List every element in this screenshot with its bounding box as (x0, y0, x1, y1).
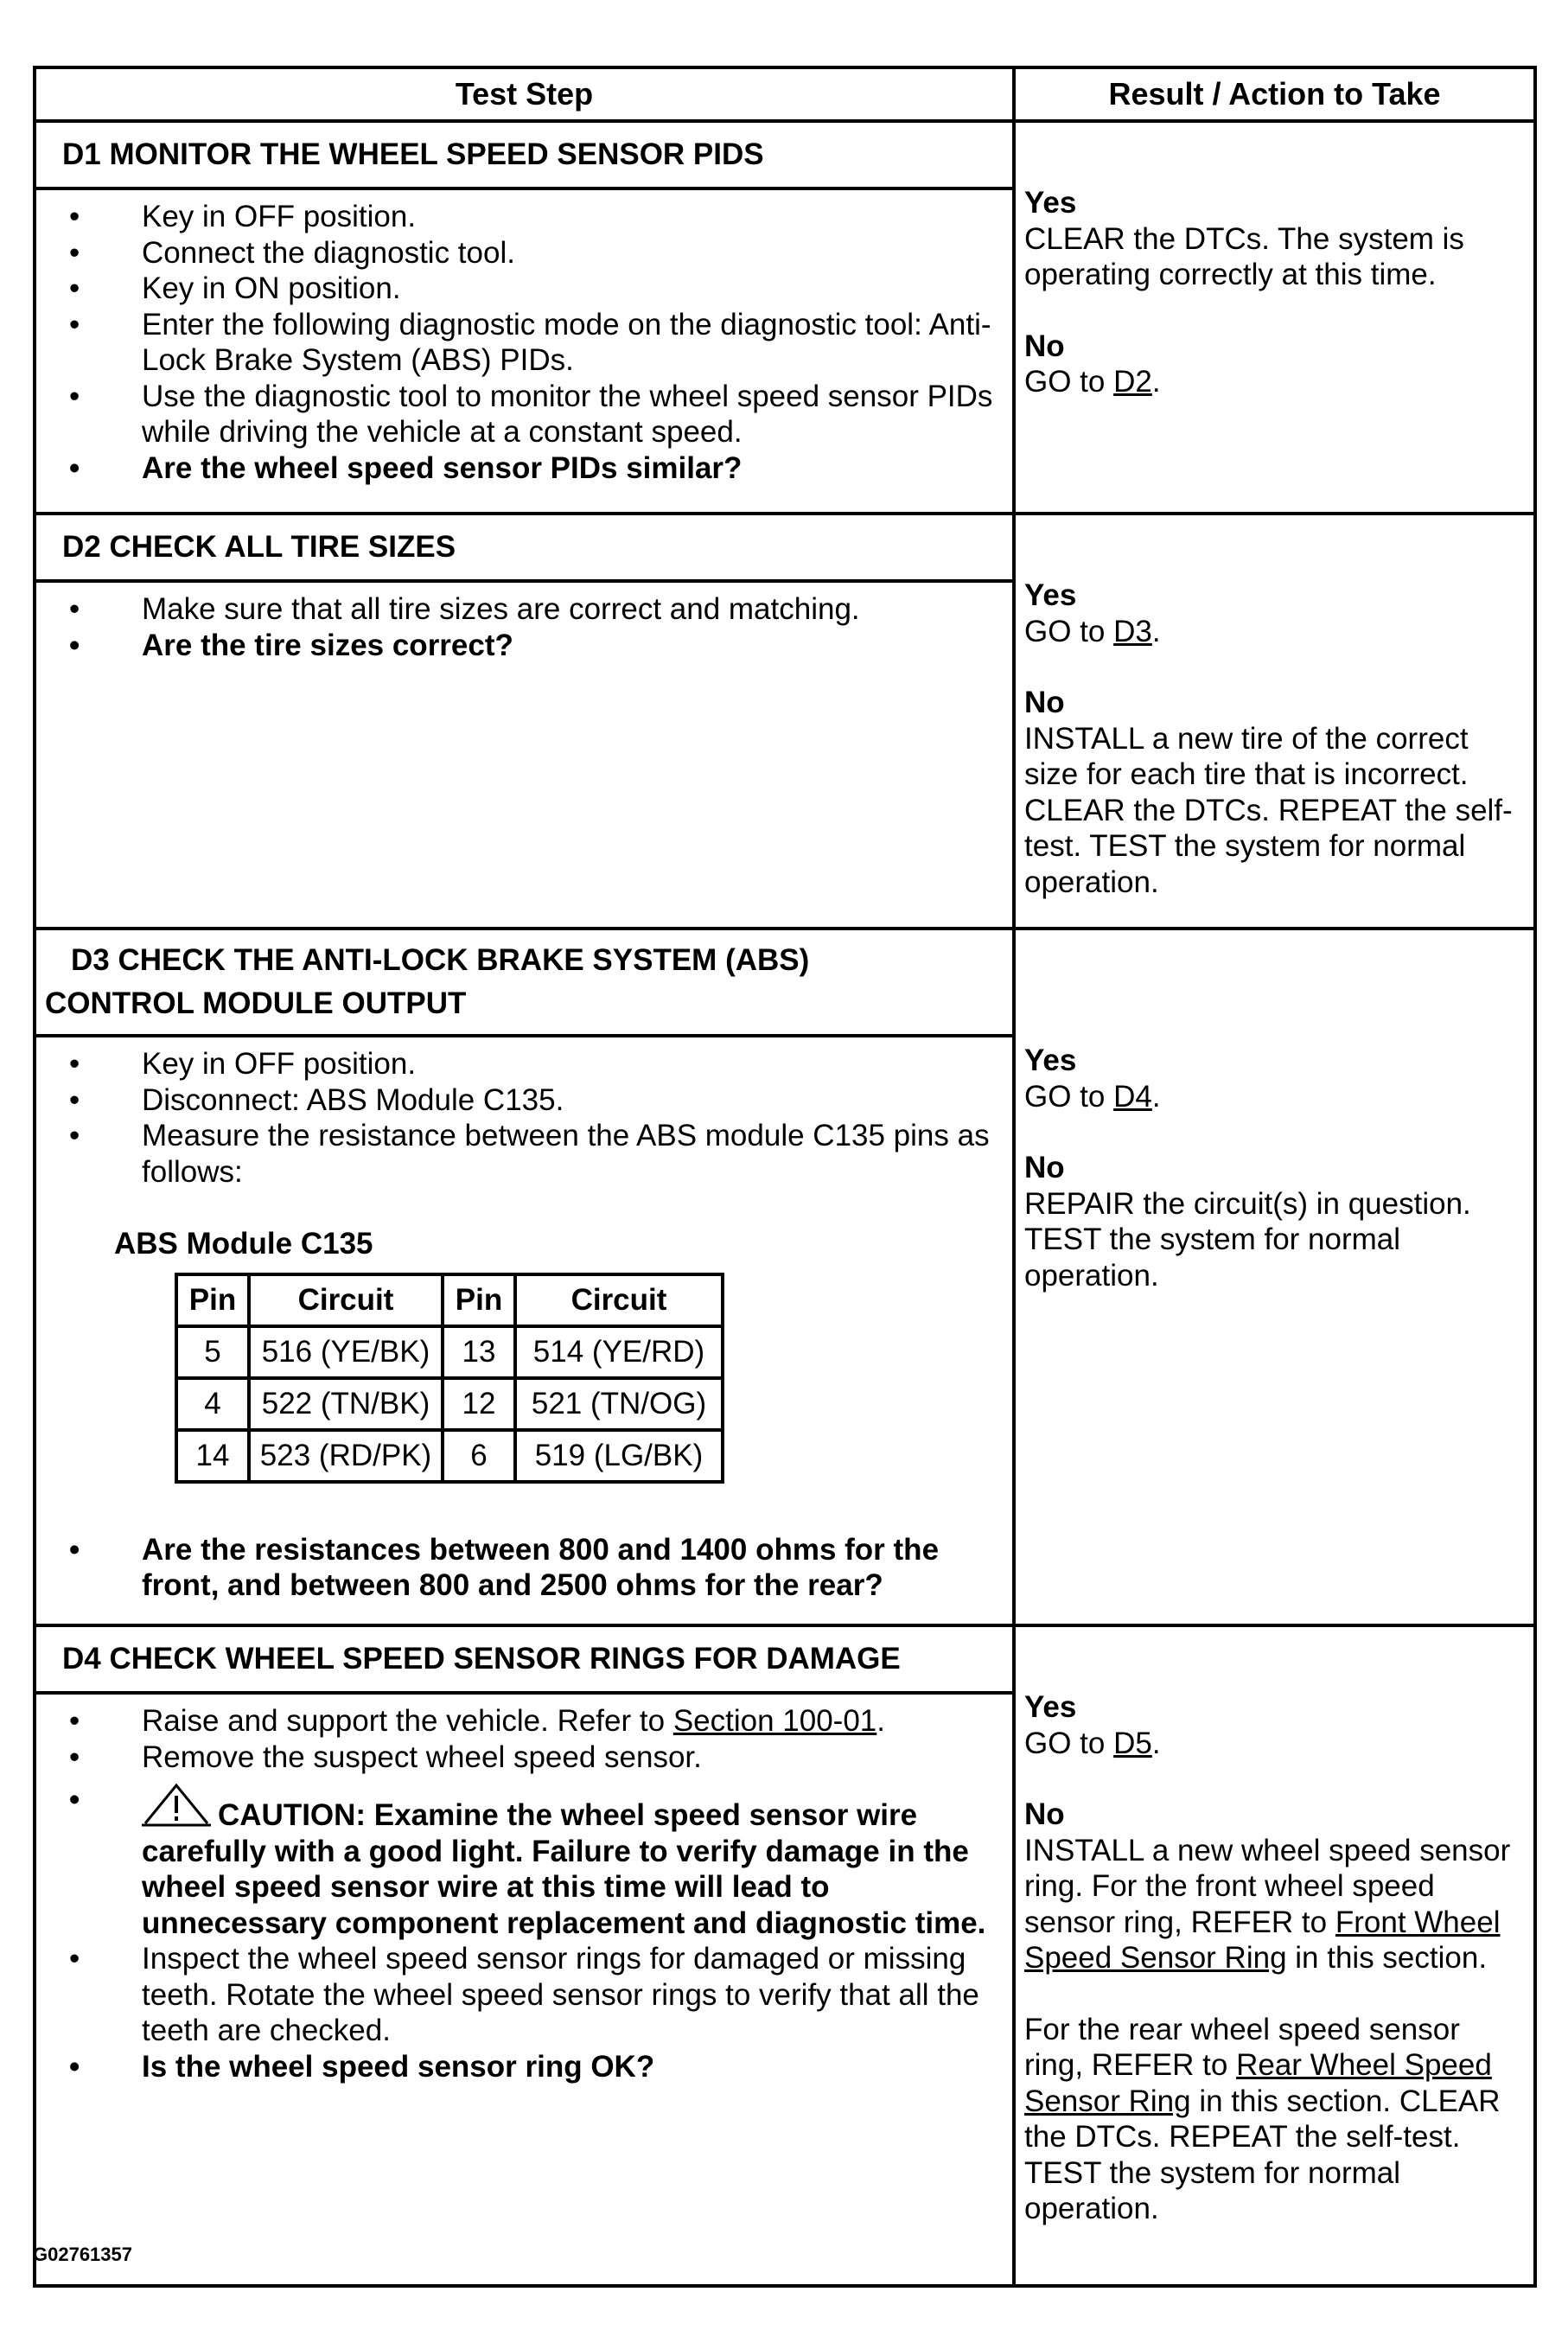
step-d1-title-row (35, 121, 1535, 188)
step-d1-no (1024, 329, 1525, 400)
step-d2-title: D2 CHECK ALL TIRE SIZES (35, 514, 1014, 581)
step-d4-result (1014, 1625, 1535, 2286)
pin-circuit-table (175, 1273, 724, 1484)
step-d3-title-line2: CONTROL MODULE OUTPUT (45, 986, 467, 1020)
step-d1-title: D1 MONITOR THE WHEEL SPEED SENSOR PIDS (35, 121, 1014, 188)
figure-id: G02761357 (33, 2244, 132, 2265)
item1-suffix: . (876, 1704, 885, 1738)
yes-label: Yes (1024, 1690, 1077, 1724)
pin-cell: 12 (443, 1378, 515, 1430)
step-d3-body (35, 1036, 1014, 1625)
list-item: • Use the diagnostic tool to monitor the wheel speed sensor PIDs while driving the vehicle at a constant speed. (69, 379, 995, 450)
yes-label: Yes (1024, 1044, 1077, 1077)
step-d1-body (35, 188, 1014, 514)
no-text1: INSTALL a new wheel speed sensor ring. For the front wheel speed sensor ring, REFER to (1024, 1833, 1511, 1939)
test-step-header: Test Step (35, 67, 1014, 121)
circuit-cell: 521 (TN/OG) (515, 1378, 723, 1430)
step-d1-list (69, 199, 995, 486)
step-d3-yes (1024, 1043, 1525, 1114)
link-d3[interactable]: D3 (1113, 614, 1152, 648)
step-d4-title-row (35, 1625, 1535, 1693)
step-d3-list (69, 1046, 995, 1190)
table-row (176, 1430, 723, 1482)
step-d1-result (1014, 121, 1535, 514)
link-rear-wheel-speed-sensor-ring[interactable]: Rear Wheel Speed Sensor Ring (1024, 2048, 1492, 2118)
step-d3-title (35, 929, 1014, 1036)
step-d4-list (69, 1703, 995, 2084)
step-d2-list (69, 591, 995, 663)
link-front-wheel-speed-sensor-ring[interactable]: Front Wheel Speed Sensor Ring (1024, 1905, 1501, 1975)
link-d2[interactable]: D2 (1113, 365, 1152, 399)
step-d2-title-row (35, 514, 1535, 581)
no-prefix: GO to (1024, 365, 1106, 399)
circuit-cell: 523 (RD/PK) (249, 1430, 443, 1482)
step-d2-body (35, 581, 1014, 929)
caution-warning-icon (142, 1782, 211, 1830)
yes-text: CLEAR the DTCs. The system is operating correctly at this time. (1024, 221, 1464, 291)
pin-header: Pin (443, 1274, 515, 1326)
circuit-header: Circuit (515, 1274, 723, 1326)
caution-text: CAUTION: Examine the wheel speed sensor wire carefully with a good light. Failure to verify damage in the wheel speed sensor wire at this time will lead to unnecessary component replacement and diagnostic time. (142, 1798, 986, 1940)
item1-prefix: Raise and support the vehicle. Refer to (142, 1704, 666, 1738)
yes-label: Yes (1024, 186, 1077, 220)
no-label: No (1024, 1151, 1065, 1184)
list-item (69, 1703, 995, 1740)
diagnostic-table-sheet (33, 66, 1533, 2288)
yes-prefix: GO to (1024, 614, 1106, 648)
diagnostic-table (33, 66, 1537, 2288)
no-text1b: in this section. (1295, 1941, 1488, 1975)
yes-prefix: GO to (1024, 1726, 1106, 1760)
circuit-cell: 514 (YE/RD) (515, 1326, 723, 1378)
pin-table-header (176, 1274, 723, 1326)
yes-label: Yes (1024, 578, 1077, 612)
table-row (176, 1326, 723, 1378)
yes-suffix: . (1151, 1726, 1161, 1760)
list-item: • Measure the resistance between the ABS module C135 pins as follows: (69, 1118, 995, 1190)
list-item: • Remove the suspect wheel speed sensor. (69, 1740, 995, 1776)
step-d2-no (1024, 685, 1525, 900)
yes-prefix: GO to (1024, 1079, 1106, 1114)
no-label: No (1024, 329, 1065, 363)
list-item: • Key in OFF position. (69, 1046, 995, 1082)
step-d2-result (1014, 514, 1535, 929)
yes-text (1024, 1079, 1525, 1115)
list-item: • Connect the diagnostic tool. (69, 235, 995, 271)
pin-cell: 4 (176, 1378, 249, 1430)
no-text2b: in this section. CLEAR the DTCs. REPEAT the self-test. TEST the system for normal operation. (1024, 2084, 1501, 2225)
step-d3-question: • Are the resistances between 800 and 1400 ohms for the front, and between 800 and 2500 ohms for the rear? (69, 1532, 995, 1604)
no-suffix: . (1151, 365, 1161, 399)
step-d1-yes (1024, 185, 1525, 293)
pin-cell: 13 (443, 1326, 515, 1378)
pin-header: Pin (176, 1274, 249, 1326)
pin-cell: 6 (443, 1430, 515, 1482)
list-item: • Key in ON position. (69, 271, 995, 307)
step-d3-result (1014, 929, 1535, 1625)
link-d4[interactable]: D4 (1113, 1079, 1152, 1114)
yes-suffix: . (1151, 614, 1161, 648)
list-item: • Disconnect: ABS Module C135. (69, 1082, 995, 1119)
step-d3-question-list (69, 1532, 995, 1604)
step-d4-no (1024, 1797, 1525, 2227)
no-label: No (1024, 686, 1065, 719)
list-item: • Make sure that all tire sizes are correct and matching. (69, 591, 995, 628)
table-row (176, 1378, 723, 1430)
step-d3-no (1024, 1150, 1525, 1293)
step-d2-question: • Are the tire sizes correct? (69, 628, 995, 664)
circuit-header: Circuit (249, 1274, 443, 1326)
step-d3-title-row (35, 929, 1535, 1036)
no-text: INSTALL a new tire of the correct size for each tire that is incorrect. CLEAR the DTCs. REPEAT the self-test. TEST the system for normal operation. (1024, 721, 1513, 899)
header-row (35, 67, 1535, 121)
no-text-front (1024, 1833, 1525, 1976)
list-item: • Key in OFF position. (69, 199, 995, 235)
yes-suffix: . (1151, 1079, 1161, 1114)
step-d4-body (35, 1693, 1014, 2286)
step-d4-question: • Is the wheel speed sensor ring OK? (69, 2049, 995, 2085)
pin-cell: 14 (176, 1430, 249, 1482)
step-d1-question: • Are the wheel speed sensor PIDs similar? (69, 450, 995, 487)
circuit-cell: 516 (YE/BK) (249, 1326, 443, 1378)
step-d3-title-line1: D3 CHECK THE ANTI-LOCK BRAKE SYSTEM (ABS) (71, 943, 810, 977)
step-d2-yes (1024, 578, 1525, 649)
list-item: • Inspect the wheel speed sensor rings for damaged or missing teeth. Rotate the wheel speed sensor rings to verify that all the teeth are checked. (69, 1941, 995, 2049)
pin-table-title: ABS Module C135 (114, 1227, 373, 1261)
no-text2: For the rear wheel speed sensor ring, REFER to (1024, 2012, 1460, 2082)
yes-text (1024, 1726, 1525, 1762)
result-action-header: Result / Action to Take (1014, 67, 1535, 121)
circuit-cell: 519 (LG/BK) (515, 1430, 723, 1482)
caution-item (69, 1782, 995, 1941)
no-text-rear (1024, 2012, 1525, 2227)
list-item: • Enter the following diagnostic mode on the diagnostic tool: Anti-Lock Brake System (ABS) PIDs. (69, 307, 995, 379)
no-text: REPAIR the circuit(s) in question. TEST the system for normal operation. (1024, 1186, 1471, 1293)
pin-cell: 5 (176, 1326, 249, 1378)
circuit-cell: 522 (TN/BK) (249, 1378, 443, 1430)
step-d4-title: D4 CHECK WHEEL SPEED SENSOR RINGS FOR DAMAGE (35, 1625, 1014, 1693)
yes-text (1024, 614, 1525, 650)
link-section-100-01[interactable]: Section 100-01 (672, 1704, 877, 1738)
link-d5[interactable]: D5 (1113, 1726, 1152, 1760)
step-d4-yes (1024, 1689, 1525, 1761)
no-text (1024, 364, 1525, 400)
no-label: No (1024, 1797, 1065, 1831)
